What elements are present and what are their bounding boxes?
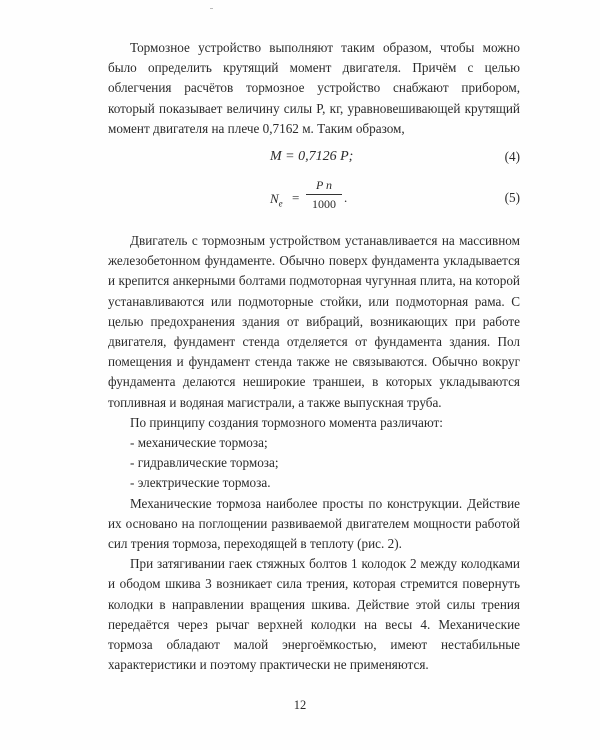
formula-power-lhs	[270, 189, 283, 214]
paragraph-mechanical-brakes: Механические тормоза наиболее просты по конструкции. Действие их основано на поглощении развиваемой двигателем мощности работой сил трения тормоза, переходящей в теплоту (рис. 2).	[108, 495, 520, 552]
paragraph-foundation: Двигатель с тормозным устройством устанавливается на массивном железобетонном фундаменте. Обычно поверх фундамента укладывается и крепится анкерными болтами подмоторная чугунная плита, на которой устанавливаются или подмоторные стойки, или подмоторная рама. С целью предохранения здания от вибраций, возникающих при работе двигателя, фундамент стенда отделяется от фундамента здания. Пол помещения и фундамент стенда также не связываются. Обычно вокруг фундамента делаются неширокие траншеи, в которых укладываются топливная и водяная магистрали, а также выпускная труба.	[108, 233, 520, 410]
formula-torque-expression: M = 0,7126 P;	[270, 149, 354, 165]
list-item-electric: - электрические тормоза.	[130, 475, 271, 491]
formula-power-equals: =	[292, 190, 300, 206]
formula-power-number: (5)	[504, 190, 520, 206]
formula-torque	[108, 145, 520, 171]
paragraph-brake-device: Тормозное устройство выполняют таким образом, чтобы можно было определить крутящий момент двигателя. Причём с целью облегчения расчётов тормозное устройство снабжают прибором, который показывает величину силы P, кг, уравновешивающей крутящий момент двигателя на плече 0,7162 м. Таким образом,	[108, 40, 520, 136]
fraction-bar	[306, 194, 342, 195]
paragraph-brake-types-intro: По принципу создания тормозного момента различают:	[130, 414, 443, 430]
formula-power	[108, 175, 520, 221]
formula-power-denominator: 1000	[312, 197, 336, 212]
page-content	[108, 38, 520, 675]
formula-power-period: .	[344, 190, 348, 206]
formula-power-symbol: N	[270, 191, 279, 207]
page-number: 12	[293, 698, 307, 712]
list-item-hydraulic: - гидравлические тормоза;	[130, 455, 279, 471]
list-item-mechanical: - механические тормоза;	[130, 435, 268, 451]
formula-power-numerator: P n	[315, 178, 333, 193]
formula-power-fraction	[306, 177, 342, 212]
scan-mark	[210, 8, 213, 9]
formula-torque-number: (4)	[504, 149, 520, 165]
paragraph-friction: При затягивании гаек стяжных болтов 1 колодок 2 между колодками и ободом шкива 3 возникает сила трения, которая стремится повернуть колодки в направлении вращения шкива. Действие этой силы трения передаётся через рычаг верхней колодки на весы 4. Механические тормоза обладают малой энергоёмкостью, имеют нестабильные характеристики и поэтому практически не применяются.	[108, 556, 520, 673]
formula-power-subscript: e	[278, 198, 283, 209]
